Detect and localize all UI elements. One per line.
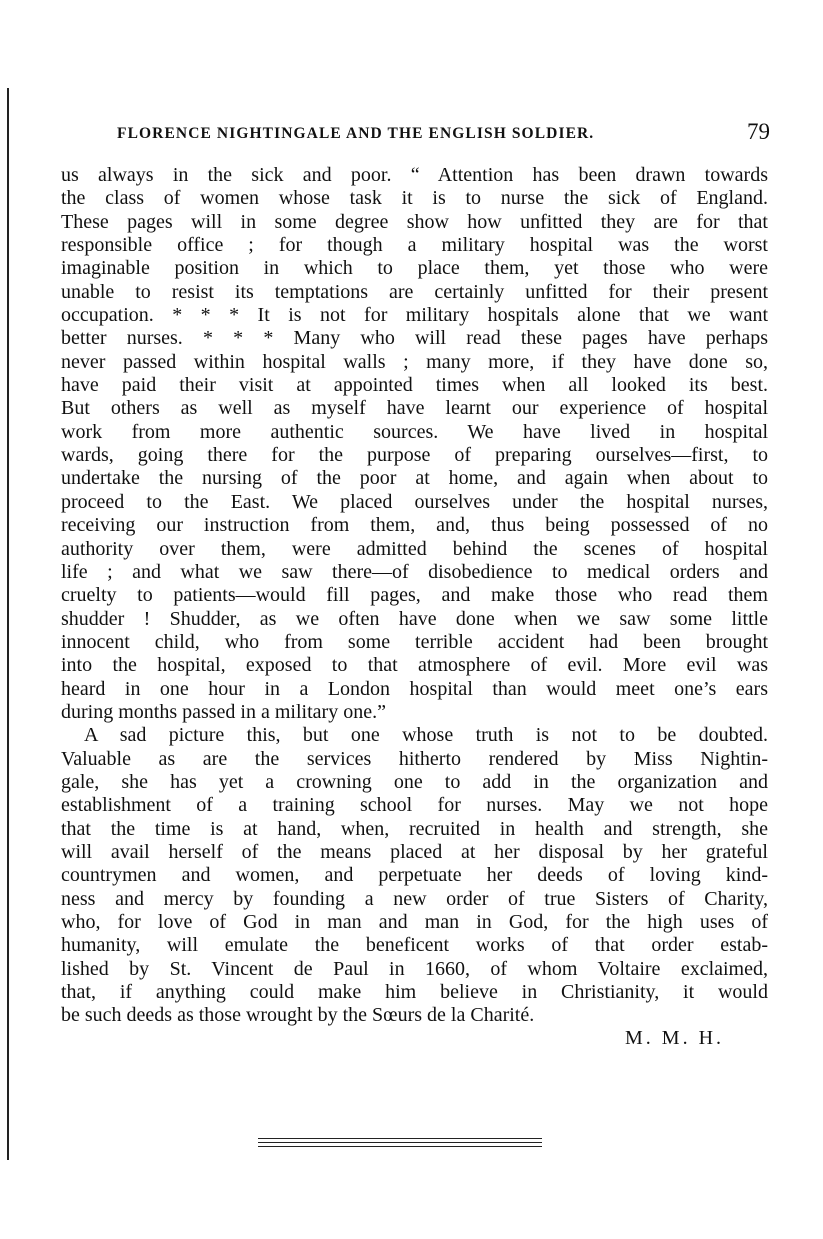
text-line: receiving our instruction from them, and, thus being possessed of no	[61, 514, 768, 537]
body-text	[61, 164, 768, 1028]
text-line: countrymen and women, and perpetuate her deeds of loving kind-	[61, 864, 768, 887]
text-line: the class of women whose task it is to nurse the sick of England.	[61, 187, 768, 210]
end-rule-bottom	[258, 1146, 542, 1147]
text-line: humanity, will emulate the beneficent works of that order estab-	[61, 934, 768, 957]
text-line: authority over them, were admitted behind the scenes of hospital	[61, 537, 768, 560]
text-line: imaginable position in which to place them, yet those who were	[61, 257, 768, 280]
text-line: heard in one hour in a London hospital than would meet one’s ears	[61, 677, 768, 700]
text-line: shudder ! Shudder, as we often have done when we saw some little	[61, 607, 768, 630]
text-line: But others as well as myself have learnt our experience of hospital	[61, 397, 768, 420]
text-line: ness and mercy by founding a new order of true Sisters of Charity,	[61, 887, 768, 910]
text-line: responsible office ; for though a military hospital was the worst	[61, 234, 768, 257]
text-line: work from more authentic sources. We have lived in hospital	[61, 420, 768, 443]
text-line: who, for love of God in man and man in God, for the high uses of	[61, 911, 768, 933]
text-line: cruelty to patients—would fill pages, and make those who read them	[61, 584, 768, 607]
text-line: will avail herself of the means placed at her disposal by her grateful	[61, 840, 768, 863]
running-title: FLORENCE NIGHTINGALE AND THE ENGLISH SOLDIER.	[117, 125, 595, 142]
text-line: into the hospital, exposed to that atmosphere of evil. More evil was	[61, 654, 768, 677]
text-line: wards, going there for the purpose of preparing ourselves—first, to	[61, 444, 768, 467]
text-line: lished by St. Vincent de Paul in 1660, of whom Voltaire exclaimed,	[61, 957, 768, 980]
text-line: better nurses. * * * Many who will read these pages have perhaps	[61, 327, 768, 350]
text-line: have paid their visit at appointed times when all looked its best.	[61, 374, 768, 397]
text-line: unable to resist its temptations are certainly unfitted for their present	[61, 280, 768, 303]
text-line: that, if anything could make him believe in Christianity, it would	[61, 981, 768, 1004]
author-initials: M. M. H.	[625, 1027, 725, 1049]
text-line: establishment of a training school for nurses. May we not hope	[61, 794, 768, 817]
text-line: gale, she has yet a crowning one to add in the organization and	[61, 770, 768, 793]
text-line: never passed within hospital walls ; many more, if they have done so,	[61, 350, 768, 373]
text-line: life ; and what we saw there—of disobedience to medical orders and	[61, 560, 768, 583]
text-line: us always in the sick and poor. “ Attention has been drawn towards	[61, 164, 768, 186]
text-line: occupation. * * * It is not for military hospitals alone that we want	[61, 304, 768, 327]
text-line: Valuable as are the services hitherto rendered by Miss Nightin-	[61, 747, 768, 770]
text-line: undertake the nursing of the poor at home, and again when about to	[61, 467, 768, 490]
page-edge-rule	[7, 88, 9, 1160]
text-line: innocent child, who from some terrible accident had been brought	[61, 630, 768, 653]
end-rule-middle	[258, 1142, 542, 1143]
text-line: A sad picture this, but one whose truth is not to be doubted.	[84, 724, 768, 747]
text-line: be such deeds as those wrought by the Sœurs de la Charité.	[61, 1004, 535, 1027]
page-number: 79	[747, 119, 770, 144]
text-line: proceed to the East. We placed ourselves under the hospital nurses,	[61, 490, 768, 513]
end-rule-top	[258, 1138, 542, 1139]
running-header	[117, 119, 770, 149]
text-line: during months passed in a military one.”	[61, 700, 386, 723]
text-line: These pages will in some degree show how unfitted they are for that	[61, 210, 768, 233]
text-line: that the time is at hand, when, recruited in health and strength, she	[61, 817, 768, 840]
